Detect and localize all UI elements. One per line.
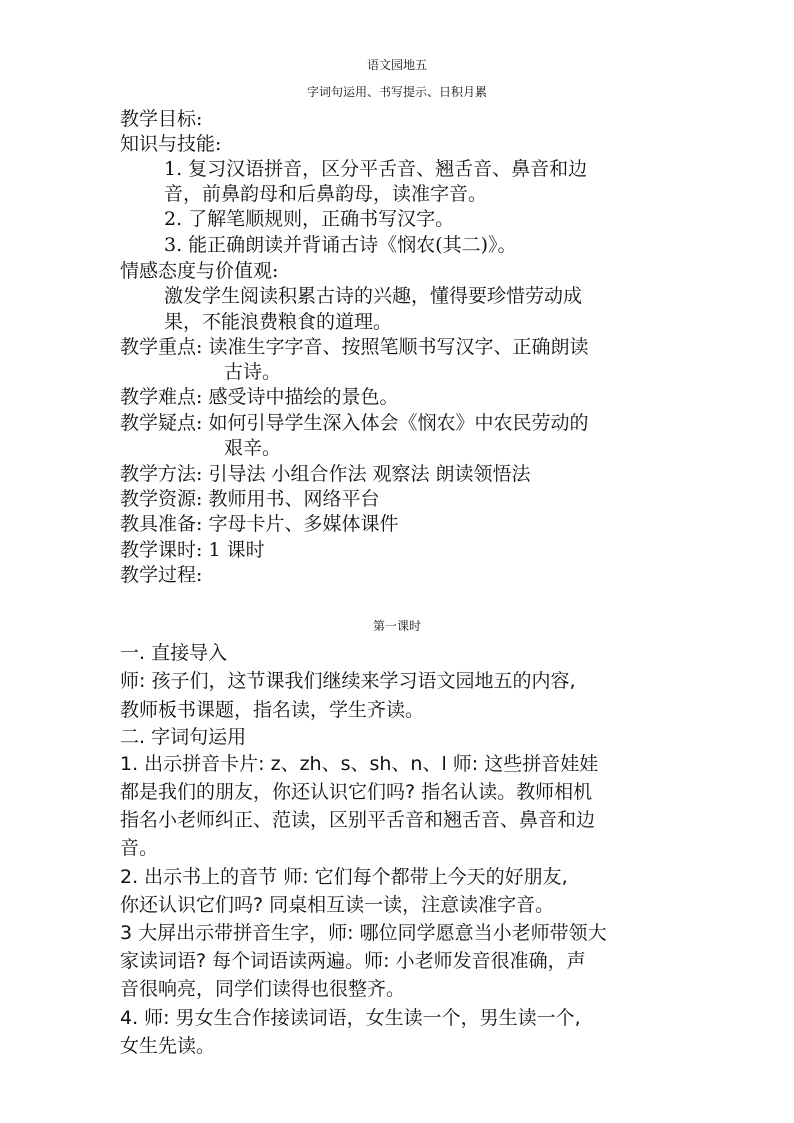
class-hours: 教学课时: 1 课时 [120, 539, 265, 561]
section-1-title: 一. 直接导入 [120, 642, 228, 664]
section-2-item-2-cont: 你还认识它们吗? 同桌相互读一读，注意读准字音。 [120, 894, 555, 916]
section-2-item-3: 3 大屏出示带拼音生字，师: 哪位同学愿意当小老师带领大 [120, 922, 607, 944]
section-2-item-1-cont: 都是我们的朋友，你还认识它们吗? 指名认读。教师相机 [120, 781, 593, 803]
section-2-item-3-cont: 家读词语? 每个词语读两遍。师: 小老师发音很准确，声 [120, 950, 586, 972]
section-2-item-4-cont: 女生先读。 [120, 1035, 216, 1057]
key-points-cont: 古诗。 [224, 361, 282, 383]
section-2-item-3-cont: 音很响亮，同学们读得也很整齐。 [120, 978, 406, 1000]
knowledge-item-3: 3. 能正确朗读并背诵古诗《悯农(其二)》。 [164, 234, 517, 256]
key-points: 教学重点: 读准生字字音、按照笔顺书写汉字、正确朗读 [120, 336, 589, 358]
knowledge-item-1-cont: 音，前鼻韵母和后鼻韵母，读准字音。 [164, 183, 488, 205]
teaching-resources: 教学资源: 教师用书、网络平台 [120, 488, 380, 510]
emotion-item: 激发学生阅读积累古诗的兴趣，懂得要珍惜劳动成 [164, 285, 583, 307]
document-title: 语文园地五 [366, 58, 427, 72]
knowledge-item-2: 2. 了解笔顺规则，正确书写汉字。 [164, 208, 455, 230]
teaching-methods: 教学方法: 引导法 小组合作法 观察法 朗读领悟法 [120, 463, 531, 485]
section-2-item-1: 1. 出示拼音卡片: z、zh、s、sh、n、l 师: 这些拼音娃娃 [120, 753, 599, 775]
knowledge-item-1: 1. 复习汉语拼音，区分平舌音、翘舌音、鼻音和边 [164, 158, 588, 180]
difficulty: 教学难点: 感受诗中描绘的景色。 [120, 386, 399, 408]
objectives-label: 教学目标: [120, 108, 203, 130]
section-2-item-1-cont: 指名小老师纠正、范读，区别平舌音和翘舌音、鼻音和边 [120, 809, 596, 831]
section-2-item-1-cont: 音。 [120, 837, 159, 859]
process-label: 教学过程: [120, 564, 203, 586]
teaching-tools: 教具准备: 字母卡片、多媒体课件 [120, 513, 399, 535]
section-1-text-cont: 教师板书课题，指名读，学生齐读。 [120, 699, 425, 721]
document-subtitle: 字词句运用、书写提示、日积月累 [306, 85, 487, 99]
doubt-points-cont: 艰辛。 [224, 437, 282, 459]
lesson-heading: 第一课时 [372, 619, 421, 633]
section-1-text: 师: 孩子们，这节课我们继续来学习语文园地五的内容, [120, 670, 576, 692]
doubt-points: 教学疑点: 如何引导学生深入体会《悯农》中农民劳动的 [120, 412, 589, 434]
section-2-item-2: 2. 出示书上的音节 师: 它们每个都带上今天的好朋友, [120, 866, 568, 888]
emotion-item-cont: 果，不能浪费粮食的道理。 [164, 311, 393, 333]
section-2-item-4: 4. 师: 男女生合作接读词语，女生读一个，男生读一个, [120, 1007, 581, 1029]
section-2-title: 二. 字词句运用 [120, 726, 247, 748]
knowledge-label: 知识与技能: [120, 133, 222, 155]
emotion-label: 情感态度与价值观: [120, 260, 279, 282]
